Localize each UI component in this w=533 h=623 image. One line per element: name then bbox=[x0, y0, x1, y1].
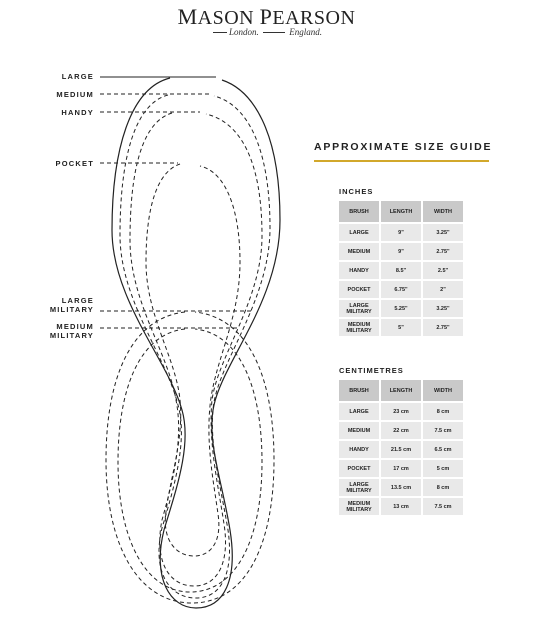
cell-length: 22 cm bbox=[381, 422, 421, 439]
table-row bbox=[339, 422, 463, 439]
brand-name: MASON PEARSON bbox=[177, 4, 356, 29]
cell-length: 9" bbox=[381, 243, 421, 260]
guide-title-underline bbox=[314, 160, 489, 162]
cell-brush: LARGE bbox=[339, 403, 379, 420]
label-pocket: POCKET bbox=[55, 159, 94, 168]
table-row bbox=[339, 460, 463, 477]
cell-length: 5.25" bbox=[381, 300, 421, 317]
table-row bbox=[339, 498, 463, 515]
brand-logo bbox=[0, 6, 533, 37]
table-row bbox=[339, 224, 463, 241]
label-large-military: LARGE MILITARY bbox=[49, 296, 94, 314]
brand-location: London. England. bbox=[0, 27, 533, 37]
cell-length: 21.5 cm bbox=[381, 441, 421, 458]
cell-width: 2.5" bbox=[423, 262, 463, 279]
cell-length: 5" bbox=[381, 319, 421, 336]
cell-brush: LARGE MILITARY bbox=[339, 300, 379, 317]
table-row bbox=[339, 319, 463, 336]
cell-width: 2" bbox=[423, 281, 463, 298]
outline-medium bbox=[120, 95, 270, 598]
cell-length: 23 cm bbox=[381, 403, 421, 420]
cell-length: 17 cm bbox=[381, 460, 421, 477]
table-header-row bbox=[339, 201, 463, 222]
cell-brush: MEDIUM bbox=[339, 422, 379, 439]
table-row bbox=[339, 403, 463, 420]
cell-width: 7.5 cm bbox=[423, 498, 463, 515]
cell-length: 13 cm bbox=[381, 498, 421, 515]
header-width: WIDTH bbox=[423, 201, 463, 222]
cell-width: 8 cm bbox=[423, 479, 463, 496]
label-handy: HANDY bbox=[61, 108, 94, 117]
table-row bbox=[339, 281, 463, 298]
header-brush: BRUSH bbox=[339, 380, 379, 401]
label-medium-military: MEDIUM MILITARY bbox=[49, 322, 94, 340]
header-length: LENGTH bbox=[381, 201, 421, 222]
guide-title: APPROXIMATE SIZE GUIDE bbox=[314, 141, 493, 153]
cell-brush: HANDY bbox=[339, 262, 379, 279]
cell-length: 9" bbox=[381, 224, 421, 241]
inches-table bbox=[337, 199, 465, 338]
brush-size-diagram bbox=[0, 60, 300, 618]
cell-width: 8 cm bbox=[423, 403, 463, 420]
table-row bbox=[339, 441, 463, 458]
cell-length: 8.5" bbox=[381, 262, 421, 279]
cell-length: 13.5 cm bbox=[381, 479, 421, 496]
label-medium: MEDIUM bbox=[56, 90, 94, 99]
header-length: LENGTH bbox=[381, 380, 421, 401]
table-header-row bbox=[339, 380, 463, 401]
inches-label: INCHES bbox=[339, 187, 374, 196]
outline-large bbox=[112, 78, 280, 608]
cell-width: 5 cm bbox=[423, 460, 463, 477]
cell-width: 3.25" bbox=[423, 224, 463, 241]
header-brush: BRUSH bbox=[339, 201, 379, 222]
outline-large-military bbox=[106, 312, 274, 603]
table-row bbox=[339, 300, 463, 317]
cell-width: 7.5 cm bbox=[423, 422, 463, 439]
table-row bbox=[339, 262, 463, 279]
cell-brush: HANDY bbox=[339, 441, 379, 458]
cell-length: 6.75" bbox=[381, 281, 421, 298]
cell-brush: LARGE MILITARY bbox=[339, 479, 379, 496]
cell-brush: LARGE bbox=[339, 224, 379, 241]
outline-medium-military bbox=[118, 329, 262, 592]
table-row bbox=[339, 479, 463, 496]
cell-brush: MEDIUM MILITARY bbox=[339, 498, 379, 515]
cell-width: 6.5 cm bbox=[423, 441, 463, 458]
outline-handy bbox=[130, 113, 262, 586]
cell-width: 3.25" bbox=[423, 300, 463, 317]
cell-brush: MEDIUM bbox=[339, 243, 379, 260]
cell-brush: MEDIUM MILITARY bbox=[339, 319, 379, 336]
label-large: LARGE bbox=[61, 72, 94, 81]
table-row bbox=[339, 243, 463, 260]
centimetres-label: CENTIMETRES bbox=[339, 366, 404, 375]
cell-brush: POCKET bbox=[339, 460, 379, 477]
cell-width: 2.75" bbox=[423, 243, 463, 260]
cell-brush: POCKET bbox=[339, 281, 379, 298]
centimetres-table bbox=[337, 378, 465, 517]
cell-width: 2.75" bbox=[423, 319, 463, 336]
header-width: WIDTH bbox=[423, 380, 463, 401]
